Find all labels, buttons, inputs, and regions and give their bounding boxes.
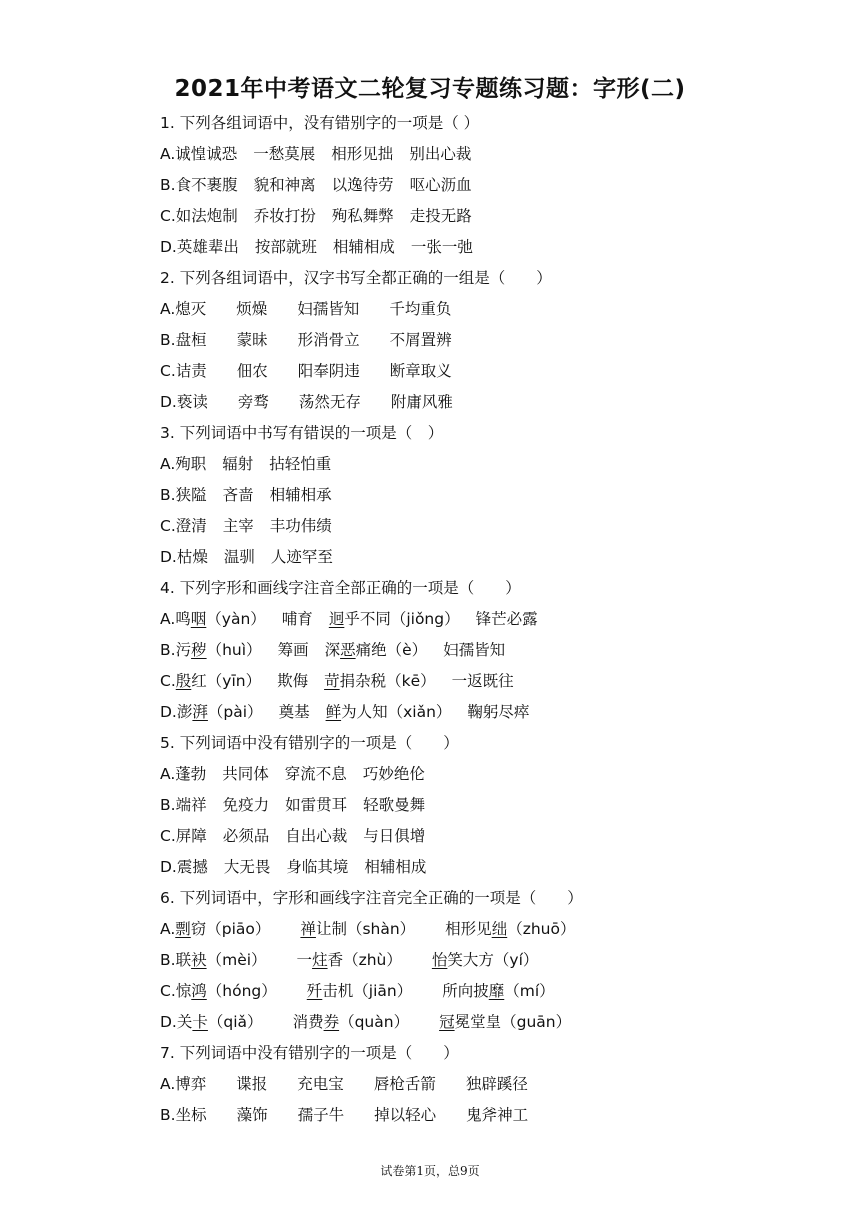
- option-term: 一愁莫展: [253, 145, 316, 163]
- option-term: 联袂（mèi）: [175, 951, 267, 969]
- option-term: 附庸风雅: [390, 393, 453, 411]
- option-label: D.: [160, 1013, 177, 1031]
- option-term: 身临其境: [286, 858, 349, 876]
- option-term: 狭隘: [175, 486, 207, 504]
- underlined-char: 剽: [175, 920, 191, 938]
- option-term: 鞠躬尽瘁: [467, 703, 530, 721]
- option-term: 断章取义: [389, 362, 452, 380]
- option-term: 亵读: [176, 393, 208, 411]
- option-label: A.: [160, 455, 176, 473]
- option-term: 鬼斧神工: [466, 1106, 529, 1124]
- question-stem: 2. 下列各组词语中，汉字书写全都正确的一组是（ ）: [160, 269, 552, 287]
- option-term: 鸣咽（yàn）: [175, 610, 266, 628]
- option-term: 殷红（yīn）: [175, 672, 262, 690]
- option-line: [160, 391, 453, 413]
- underlined-char: 恶: [340, 641, 356, 659]
- option-term: 按部就班: [254, 238, 317, 256]
- option-label: D.: [160, 703, 177, 721]
- option-term: 不屑置辨: [389, 331, 452, 349]
- option-term: 如雷贯耳: [285, 796, 348, 814]
- option-term: 枯燥: [176, 548, 208, 566]
- option-term: 欺侮: [277, 672, 309, 690]
- option-label: A.: [160, 145, 176, 163]
- option-term: 烦燥: [236, 300, 268, 318]
- option-label: B.: [160, 796, 176, 814]
- underlined-char: 殷: [175, 672, 192, 690]
- option-term: 所向披靡（mí）: [442, 982, 555, 1000]
- option-term: 深恶痛绝（è）: [324, 641, 428, 659]
- option-term: 澄清: [175, 517, 207, 535]
- option-term: 吝啬: [222, 486, 254, 504]
- option-term: 以逸待劳: [331, 176, 394, 194]
- option-term: 自出心裁: [285, 827, 348, 845]
- option-label: A.: [160, 300, 176, 318]
- option-term: 藻饰: [236, 1106, 268, 1124]
- option-line: [160, 763, 425, 785]
- option-term: 充电宝: [297, 1075, 344, 1093]
- option-term: 哺育: [281, 610, 313, 628]
- question-stem: 7. 下列词语中没有错别字的一项是（ ）: [160, 1044, 459, 1062]
- option-label: A.: [160, 920, 176, 938]
- option-term: 蓬勃: [175, 765, 207, 783]
- option-term: 澎湃（pài）: [176, 703, 263, 721]
- option-term: 坐标: [175, 1106, 207, 1124]
- option-label: C.: [160, 517, 176, 535]
- option-term: 妇孺皆知: [297, 300, 360, 318]
- option-line: [160, 639, 505, 661]
- option-term: 巧妙绝伦: [362, 765, 425, 783]
- option-label: A.: [160, 610, 176, 628]
- option-label: D.: [160, 858, 177, 876]
- option-term: 屏障: [175, 827, 207, 845]
- option-term: 鲜为人知（xiǎn）: [325, 703, 452, 721]
- option-term: 殉职: [175, 455, 207, 473]
- option-term: 如法炮制: [175, 207, 238, 225]
- option-term: 一返既往: [451, 672, 514, 690]
- option-line: [160, 1104, 528, 1126]
- option-label: C.: [160, 362, 176, 380]
- option-line: [160, 236, 473, 258]
- question-stem: 1. 下列各组词语中，没有错别字的一项是（ ）: [160, 114, 480, 132]
- underlined-char: 禅: [300, 920, 316, 938]
- question-stem: 4. 下列字形和画线字注音全部正确的一项是（ ）: [160, 579, 521, 597]
- option-term: 必须品: [222, 827, 270, 845]
- option-term: 轻歌曼舞: [363, 796, 426, 814]
- option-term: 关卡（qiǎ）: [176, 1013, 263, 1031]
- option-line: [160, 918, 575, 940]
- option-term: 免疫力: [222, 796, 270, 814]
- option-term: 怡笑大方（yí）: [431, 951, 539, 969]
- option-term: 一炷香（zhù）: [296, 951, 402, 969]
- option-label: B.: [160, 951, 176, 969]
- option-term: 主宰: [222, 517, 254, 535]
- option-term: 荡然无存: [298, 393, 361, 411]
- option-term: 诘责: [175, 362, 207, 380]
- option-term: 唇枪舌箭: [373, 1075, 436, 1093]
- option-line: [160, 329, 452, 351]
- underlined-char: 鸿: [191, 982, 207, 1000]
- option-term: 剽窃（piāo）: [175, 920, 271, 938]
- option-term: 蒙昧: [236, 331, 268, 349]
- option-term: 一张一弛: [410, 238, 473, 256]
- option-line: [160, 608, 538, 630]
- underlined-char: 咽: [190, 610, 207, 628]
- option-term: 博弈: [175, 1075, 207, 1093]
- option-term: 筹画: [277, 641, 309, 659]
- option-term: 歼击机（jiān）: [306, 982, 413, 1000]
- underlined-char: 券: [323, 1013, 340, 1031]
- option-line: [160, 1011, 571, 1033]
- underlined-char: 苛: [324, 672, 340, 690]
- option-label: B.: [160, 641, 176, 659]
- option-term: 谍报: [236, 1075, 268, 1093]
- option-term: 相形见拙: [331, 145, 394, 163]
- option-label: C.: [160, 207, 176, 225]
- underlined-char: 怡: [431, 951, 448, 969]
- option-label: B.: [160, 331, 176, 349]
- option-term: 妇孺皆知: [443, 641, 506, 659]
- option-term: 熄灭: [175, 300, 207, 318]
- option-term: 穿流不息: [284, 765, 347, 783]
- option-line: [160, 360, 452, 382]
- option-term: 奠基: [278, 703, 310, 721]
- option-label: A.: [160, 1075, 176, 1093]
- page-footer: 试卷第1页，总9页: [380, 1164, 480, 1178]
- option-term: 端祥: [175, 796, 207, 814]
- option-label: C.: [160, 672, 176, 690]
- option-term: 掉以轻心: [374, 1106, 437, 1124]
- option-label: C.: [160, 827, 176, 845]
- option-line: [160, 825, 425, 847]
- option-term: 形消骨立: [297, 331, 360, 349]
- option-term: 盘桓: [175, 331, 207, 349]
- option-term: 殉私舞弊: [331, 207, 394, 225]
- option-term: 温驯: [223, 548, 255, 566]
- option-term: 苛捐杂税（kē）: [324, 672, 436, 690]
- option-label: C.: [160, 982, 176, 1000]
- option-term: 别出心裁: [409, 145, 472, 163]
- option-term: 禅让制（shàn）: [300, 920, 416, 938]
- option-label: D.: [160, 393, 177, 411]
- option-term: 貌和神离: [253, 176, 316, 194]
- option-term: 孺子牛: [297, 1106, 345, 1124]
- option-term: 诚惶诚恐: [175, 145, 238, 163]
- option-label: B.: [160, 1106, 176, 1124]
- underlined-char: 卡: [192, 1013, 208, 1031]
- underlined-char: 迥: [328, 610, 345, 628]
- question-stem: 6. 下列词语中，字形和画线字注音完全正确的一项是（ ）: [160, 889, 583, 907]
- option-term: 阳奉阴违: [297, 362, 360, 380]
- option-line: [160, 453, 331, 475]
- option-term: 迥乎不同（jiǒng）: [328, 610, 460, 628]
- option-line: [160, 701, 529, 723]
- option-term: 震撼: [176, 858, 208, 876]
- option-label: D.: [160, 548, 177, 566]
- underlined-char: 歼: [306, 982, 323, 1000]
- option-label: A.: [160, 765, 176, 783]
- option-line: [160, 298, 451, 320]
- option-term: 惊鸿（hóng）: [175, 982, 277, 1000]
- option-line: [160, 794, 425, 816]
- option-term: 人迹罕至: [270, 548, 333, 566]
- option-term: 拈轻怕重: [269, 455, 332, 473]
- option-label: B.: [160, 486, 176, 504]
- underlined-char: 绌: [491, 920, 508, 938]
- option-term: 千均重负: [389, 300, 452, 318]
- question-stem: 3. 下列词语中书写有错误的一项是（ ）: [160, 424, 444, 442]
- option-line: [160, 980, 555, 1002]
- option-line: [160, 515, 332, 537]
- underlined-char: 鲜: [325, 703, 342, 721]
- option-term: 大无畏: [223, 858, 271, 876]
- option-term: 独辟蹊径: [465, 1075, 528, 1093]
- option-term: 相辅相成: [364, 858, 427, 876]
- option-term: 佃农: [236, 362, 268, 380]
- option-term: 相辅相承: [269, 486, 332, 504]
- option-line: [160, 949, 538, 971]
- option-term: 丰功伟绩: [269, 517, 332, 535]
- option-term: 乔妆打扮: [253, 207, 316, 225]
- option-term: 与日俱增: [363, 827, 426, 845]
- option-term: 相辅相成: [332, 238, 395, 256]
- underlined-char: 秽: [191, 641, 207, 659]
- option-term: 呕心沥血: [409, 176, 472, 194]
- option-term: 冠冕堂皇（guān）: [439, 1013, 572, 1031]
- option-term: 旁骛: [237, 393, 269, 411]
- option-line: [160, 670, 514, 692]
- option-line: [160, 205, 472, 227]
- option-term: 辐射: [222, 455, 254, 473]
- option-term: 污秽（huì）: [175, 641, 262, 659]
- option-line: [160, 143, 471, 165]
- underlined-char: 冠: [439, 1013, 455, 1031]
- option-line: [160, 484, 332, 506]
- option-term: 相形见绌（zhuō）: [445, 920, 576, 938]
- option-term: 食不裹腹: [175, 176, 238, 194]
- underlined-char: 袂: [191, 951, 207, 969]
- question-stem: 5. 下列词语中没有错别字的一项是（ ）: [160, 734, 459, 752]
- option-line: [160, 174, 472, 196]
- underlined-char: 湃: [192, 703, 208, 721]
- option-term: 英雄辈出: [176, 238, 239, 256]
- page-title: 2021年中考语文二轮复习专题练习题：字形(二): [174, 76, 686, 102]
- option-term: 共同体: [222, 765, 269, 783]
- option-line: [160, 856, 426, 878]
- option-term: 走投无路: [409, 207, 472, 225]
- option-term: 消费券（quàn）: [292, 1013, 410, 1031]
- underlined-char: 炷: [312, 951, 328, 969]
- underlined-char: 靡: [488, 982, 505, 1000]
- option-term: 锋芒必露: [475, 610, 538, 628]
- option-line: [160, 1073, 528, 1095]
- option-line: [160, 546, 333, 568]
- option-label: D.: [160, 238, 177, 256]
- option-label: B.: [160, 176, 176, 194]
